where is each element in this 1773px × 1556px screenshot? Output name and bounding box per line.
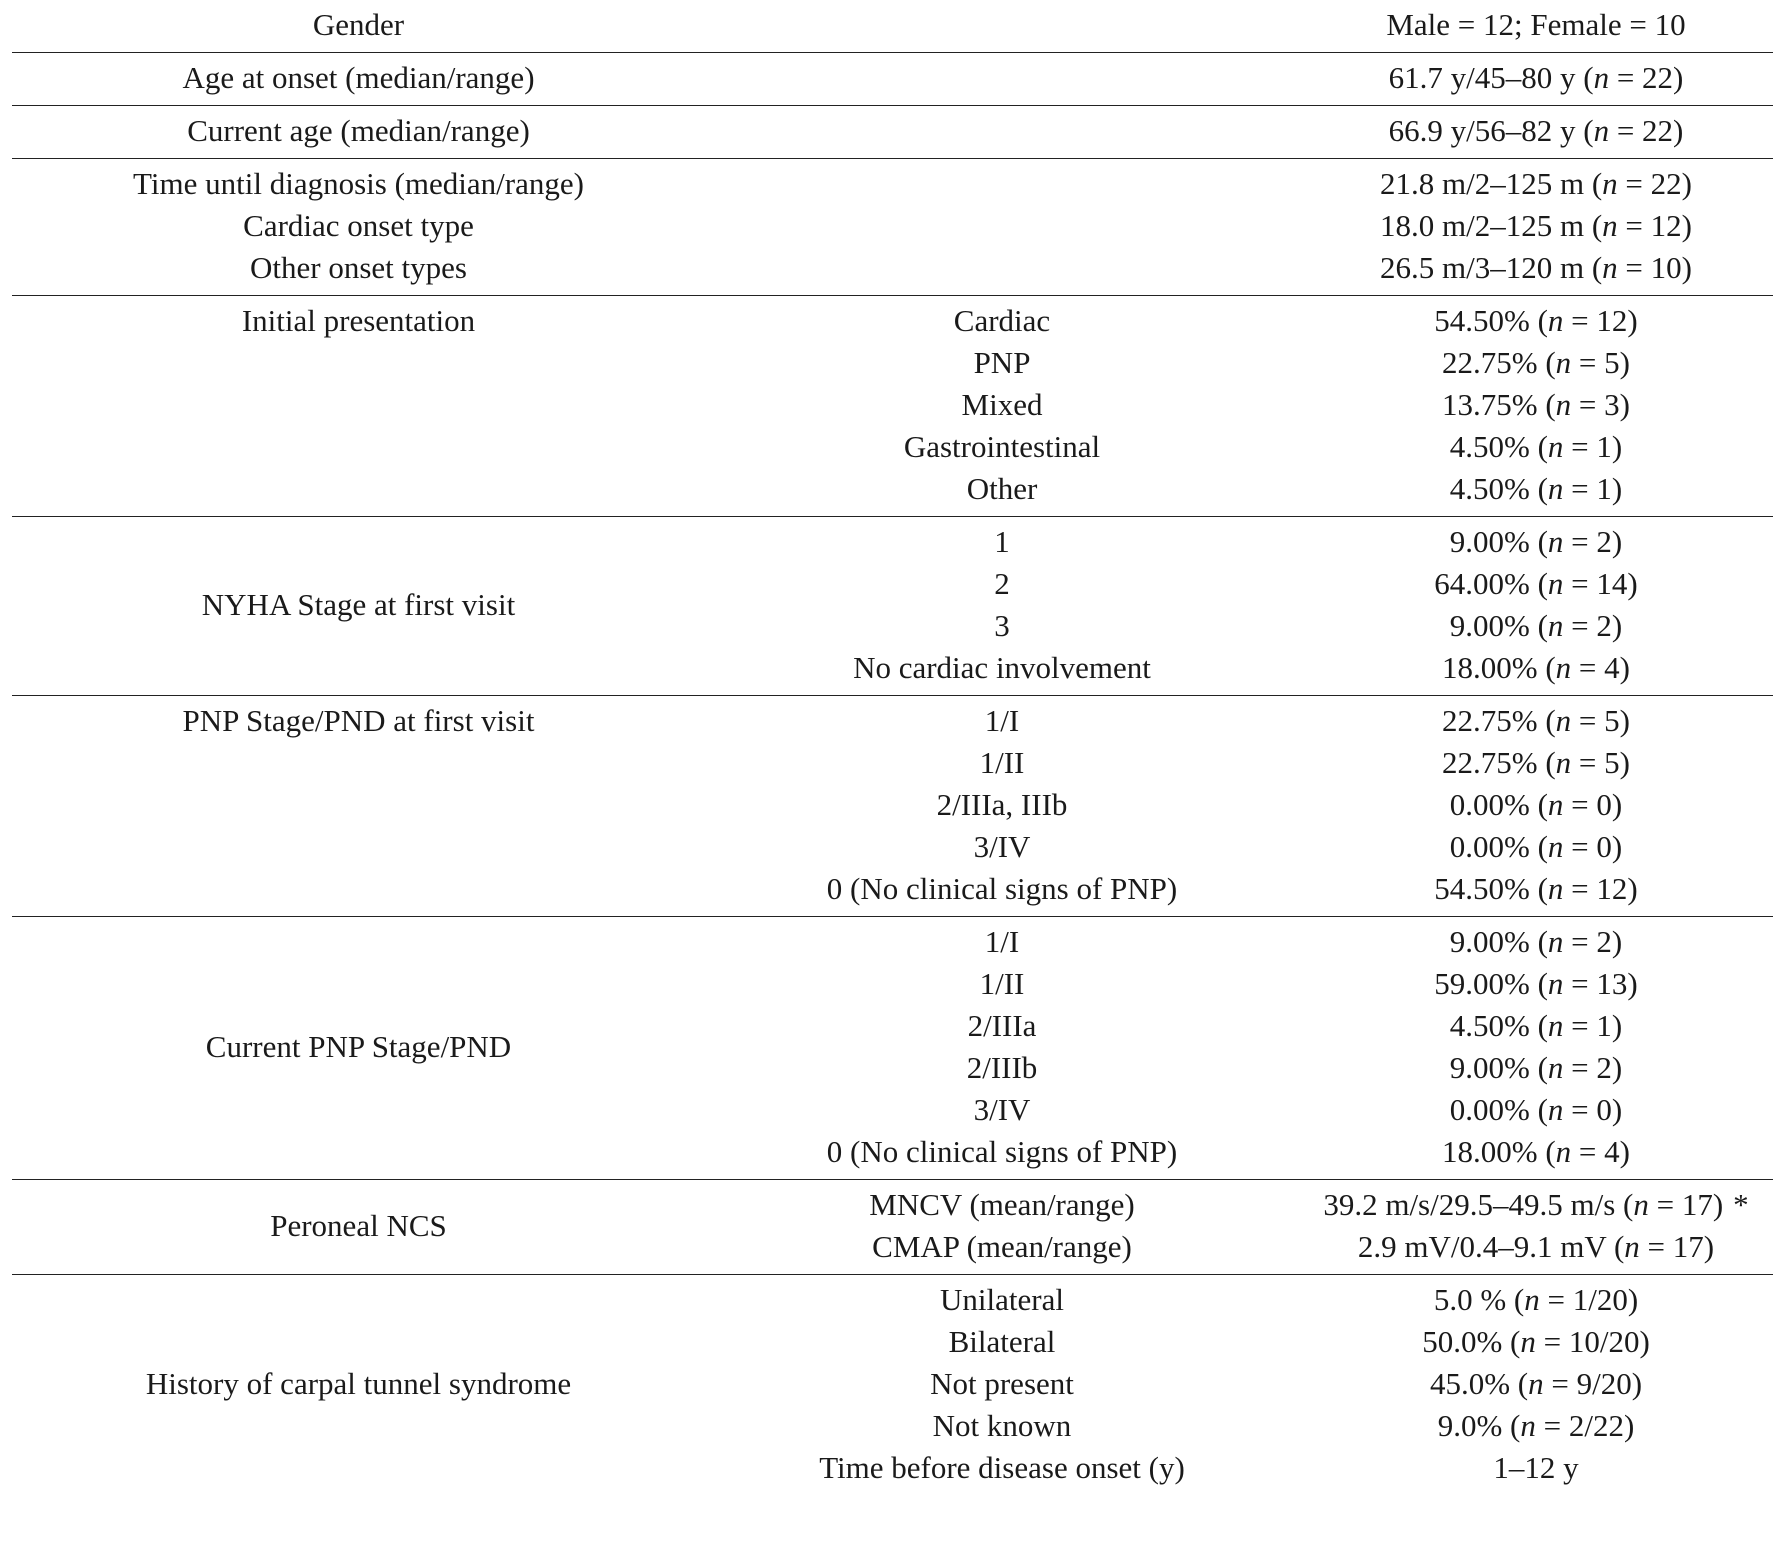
row-category: 2/IIIb [966, 1050, 1038, 1085]
row-category-cell [705, 110, 1299, 152]
value-count: = 1) [1563, 471, 1623, 506]
row-value [1358, 1226, 1714, 1268]
row-value [1442, 1131, 1630, 1173]
table-row [12, 296, 1773, 517]
row-category-cell [705, 163, 1299, 289]
value-text: 64.00% ( [1434, 566, 1548, 601]
row-label: Peroneal NCS [270, 1208, 447, 1243]
row-label: Other onset types [250, 250, 467, 285]
row-value-cell [1299, 1184, 1773, 1268]
row-value [1493, 1447, 1578, 1489]
row-label-cell [12, 1184, 705, 1268]
row-value [1450, 784, 1622, 826]
value-count: = 17) [1639, 1229, 1715, 1264]
value-text: 22.75% ( [1442, 745, 1556, 780]
value-count: = 4) [1571, 650, 1630, 685]
sample-size-symbol: n [1547, 471, 1564, 506]
row-value [1450, 468, 1622, 510]
row-value [1450, 921, 1622, 963]
sample-size-symbol: n [1602, 208, 1618, 243]
row-value [1434, 300, 1637, 342]
sample-size-symbol: n [1547, 966, 1564, 1001]
sample-size-symbol: n [1547, 608, 1564, 643]
row-category: 1/I [984, 924, 1020, 959]
value-count: = 0) [1563, 1092, 1623, 1127]
value-count: = 2) [1563, 1050, 1623, 1085]
sample-size-symbol: n [1555, 745, 1572, 780]
row-value [1389, 110, 1684, 152]
value-text: Male = 12; Female = 10 [1386, 7, 1686, 42]
value-count: = 12) [1617, 208, 1692, 243]
value-text: 18.0 m/2–125 m ( [1380, 208, 1603, 243]
row-label: Initial presentation [241, 303, 476, 338]
sample-size-symbol: n [1547, 566, 1564, 601]
row-label: Current age (median/range) [187, 113, 530, 148]
sample-size-symbol: n [1547, 429, 1564, 464]
table-row [12, 917, 1773, 1180]
value-text: 59.00% ( [1434, 966, 1548, 1001]
table-row [12, 53, 1773, 106]
value-text: 9.00% ( [1449, 924, 1548, 959]
value-text: 22.75% ( [1442, 345, 1556, 380]
sample-size-symbol: n [1555, 703, 1572, 738]
value-count: = 2) [1563, 524, 1623, 559]
row-value-cell [1299, 700, 1773, 910]
row-label-cell [12, 921, 705, 1173]
row-value [1434, 963, 1637, 1005]
sample-size-symbol: n [1547, 303, 1564, 338]
row-category: Time before disease onset (y) [819, 1450, 1185, 1485]
sample-size-symbol: n [1547, 787, 1564, 822]
row-category-cell [705, 1279, 1299, 1489]
value-text: 9.00% ( [1449, 524, 1548, 559]
row-category: Unilateral [940, 1282, 1064, 1317]
row-value [1380, 205, 1692, 247]
row-category: Not present [930, 1366, 1074, 1401]
row-category: CMAP (mean/range) [872, 1229, 1132, 1264]
value-text: 13.75% ( [1442, 387, 1556, 422]
row-label-cell [12, 4, 705, 46]
value-count: = 4) [1571, 1134, 1630, 1169]
row-value-cell [1299, 1279, 1773, 1489]
table-row [12, 696, 1773, 917]
value-text: 1–12 y [1493, 1450, 1579, 1485]
row-category-cell [705, 300, 1299, 510]
sample-size-symbol: n [1524, 1282, 1540, 1317]
row-value [1438, 1405, 1635, 1447]
value-text: 0.00% ( [1449, 829, 1548, 864]
row-value-cell [1299, 163, 1773, 289]
row-category: 0 (No clinical signs of PNP) [826, 1134, 1178, 1169]
row-value [1450, 521, 1622, 563]
sample-size-symbol: n [1528, 1366, 1544, 1401]
table-row [12, 1180, 1773, 1275]
row-category-cell [705, 700, 1299, 910]
row-category: Mixed [961, 387, 1043, 422]
value-count: = 9/20) [1543, 1366, 1643, 1401]
data-table [12, 0, 1773, 1495]
row-category: 1/II [979, 966, 1025, 1001]
row-category: 2/IIIa, IIIb [936, 787, 1068, 822]
sample-size-symbol: n [1547, 924, 1564, 959]
row-value [1450, 826, 1622, 868]
row-category-cell [705, 921, 1299, 1173]
table-row [12, 1275, 1773, 1495]
row-category: 1/I [984, 703, 1020, 738]
sample-size-symbol: n [1547, 871, 1564, 906]
value-text: 50.0% ( [1422, 1324, 1521, 1359]
row-category: 3/IV [973, 829, 1031, 864]
value-text: 66.9 y/56–82 y ( [1388, 113, 1594, 148]
row-category-cell [705, 521, 1299, 689]
table-row [12, 0, 1773, 53]
row-value [1442, 342, 1630, 384]
value-count: = 1) [1563, 429, 1623, 464]
row-label: Age at onset (median/range) [182, 60, 535, 95]
value-count: = 10/20) [1535, 1324, 1650, 1359]
row-label-cell [12, 1279, 705, 1489]
value-text: 5.0 % ( [1433, 1282, 1525, 1317]
row-label-cell [12, 300, 705, 510]
row-value [1442, 700, 1630, 742]
sample-size-symbol: n [1555, 345, 1572, 380]
value-text: 4.50% ( [1449, 1008, 1548, 1043]
row-value [1386, 4, 1685, 46]
row-category: Gastrointestinal [903, 429, 1101, 464]
value-count: = 0) [1563, 829, 1623, 864]
row-value [1450, 605, 1622, 647]
value-text: 9.0% ( [1437, 1408, 1521, 1443]
row-value [1442, 384, 1630, 426]
sample-size-symbol: n [1593, 113, 1610, 148]
value-text: 26.5 m/3–120 m ( [1380, 250, 1603, 285]
value-text: 9.00% ( [1449, 608, 1548, 643]
row-label-cell [12, 521, 705, 689]
value-count: = 3) [1571, 387, 1630, 422]
sample-size-symbol: n [1555, 1134, 1572, 1169]
value-count: = 1) [1563, 1008, 1623, 1043]
value-text: 21.8 m/2–125 m ( [1380, 166, 1603, 201]
value-count: = 5) [1571, 345, 1630, 380]
row-category-cell [705, 1184, 1299, 1268]
sample-size-symbol: n [1547, 1050, 1564, 1085]
row-label: PNP Stage/PND at first visit [182, 703, 535, 738]
row-label: History of carpal tunnel syndrome [145, 1366, 572, 1401]
row-value [1430, 1363, 1642, 1405]
row-category: MNCV (mean/range) [869, 1187, 1135, 1222]
sample-size-symbol: n [1633, 1187, 1649, 1222]
value-count: = 2/22) [1535, 1408, 1635, 1443]
row-label: Gender [312, 7, 405, 42]
sample-size-symbol: n [1602, 166, 1618, 201]
row-category-cell [705, 4, 1299, 46]
value-text: 54.50% ( [1434, 303, 1548, 338]
row-value-cell [1299, 521, 1773, 689]
row-label: Time until diagnosis (median/range) [133, 166, 584, 201]
value-count: = 22) [1609, 60, 1684, 95]
value-text: 22.75% ( [1442, 703, 1556, 738]
row-value [1389, 57, 1684, 99]
row-value [1450, 1005, 1622, 1047]
value-count: = 2) [1563, 924, 1623, 959]
row-value [1450, 426, 1622, 468]
sample-size-symbol: n [1593, 60, 1610, 95]
row-value [1434, 1279, 1638, 1321]
row-value [1380, 163, 1692, 205]
row-value-cell [1299, 921, 1773, 1173]
row-value [1450, 1089, 1622, 1131]
row-value-cell [1299, 110, 1773, 152]
value-count: = 5) [1571, 703, 1630, 738]
value-count: = 14) [1563, 566, 1638, 601]
value-text: 9.00% ( [1449, 1050, 1548, 1085]
row-value [1442, 742, 1630, 784]
value-text: 45.0% ( [1429, 1366, 1529, 1401]
value-count: = 1/20) [1539, 1282, 1639, 1317]
row-category: Cardiac [953, 303, 1051, 338]
row-label-cell [12, 163, 705, 289]
row-category: 1/II [979, 745, 1025, 780]
row-category: No cardiac involvement [853, 650, 1151, 685]
row-category: 0 (No clinical signs of PNP) [826, 871, 1178, 906]
value-count: = 12) [1563, 871, 1638, 906]
table-row [12, 106, 1773, 159]
value-text: 0.00% ( [1449, 787, 1548, 822]
row-category: 2 [994, 566, 1010, 601]
row-value [1380, 247, 1692, 289]
value-count: = 5) [1571, 745, 1630, 780]
sample-size-symbol: n [1602, 250, 1618, 285]
row-category: 3 [994, 608, 1010, 643]
row-label: NYHA Stage at first visit [201, 587, 516, 622]
footnote-marker: * [1733, 1187, 1749, 1222]
value-text: 4.50% ( [1449, 429, 1548, 464]
row-value [1450, 1047, 1622, 1089]
sample-size-symbol: n [1547, 524, 1564, 559]
value-text: 4.50% ( [1449, 471, 1548, 506]
row-category: Other [966, 471, 1038, 506]
row-category: Not known [932, 1408, 1072, 1443]
value-count: = 22) [1617, 166, 1692, 201]
row-category: 3/IV [973, 1092, 1031, 1127]
row-value [1434, 563, 1637, 605]
table-row [12, 517, 1773, 696]
value-count: = 0) [1563, 787, 1623, 822]
row-label: Cardiac onset type [243, 208, 474, 243]
value-text: 18.00% ( [1442, 1134, 1556, 1169]
value-count: = 13) [1563, 966, 1638, 1001]
row-category: Bilateral [948, 1324, 1056, 1359]
sample-size-symbol: n [1555, 650, 1572, 685]
sample-size-symbol: n [1520, 1408, 1536, 1443]
row-value [1442, 647, 1630, 689]
sample-size-symbol: n [1624, 1229, 1640, 1264]
row-label-cell [12, 700, 705, 910]
row-value-cell [1299, 300, 1773, 510]
sample-size-symbol: n [1547, 829, 1564, 864]
row-label: Current PNP Stage/PND [205, 1029, 512, 1064]
row-value-cell [1299, 4, 1773, 46]
row-label-cell [12, 110, 705, 152]
value-count: = 12) [1563, 303, 1638, 338]
row-label-cell [12, 57, 705, 99]
row-category: 2/IIIa [967, 1008, 1037, 1043]
row-value [1434, 868, 1637, 910]
row-value-cell [1299, 57, 1773, 99]
row-value [1422, 1321, 1650, 1363]
sample-size-symbol: n [1555, 387, 1572, 422]
table-row [12, 159, 1773, 296]
value-count: = 10) [1617, 250, 1692, 285]
value-text: 61.7 y/45–80 y ( [1388, 60, 1594, 95]
value-text: 39.2 m/s/29.5–49.5 m/s ( [1323, 1187, 1634, 1222]
row-category: 1 [994, 524, 1010, 559]
value-text: 0.00% ( [1449, 1092, 1548, 1127]
row-category-cell [705, 57, 1299, 99]
value-count: = 22) [1609, 113, 1684, 148]
value-text: 18.00% ( [1442, 650, 1556, 685]
row-value [1323, 1184, 1748, 1226]
sample-size-symbol: n [1547, 1092, 1564, 1127]
sample-size-symbol: n [1520, 1324, 1536, 1359]
value-count: = 17) [1648, 1187, 1724, 1222]
value-text: 54.50% ( [1434, 871, 1548, 906]
value-text: 2.9 mV/0.4–9.1 mV ( [1357, 1229, 1625, 1264]
sample-size-symbol: n [1547, 1008, 1564, 1043]
value-count: = 2) [1563, 608, 1623, 643]
row-category: PNP [973, 345, 1031, 380]
